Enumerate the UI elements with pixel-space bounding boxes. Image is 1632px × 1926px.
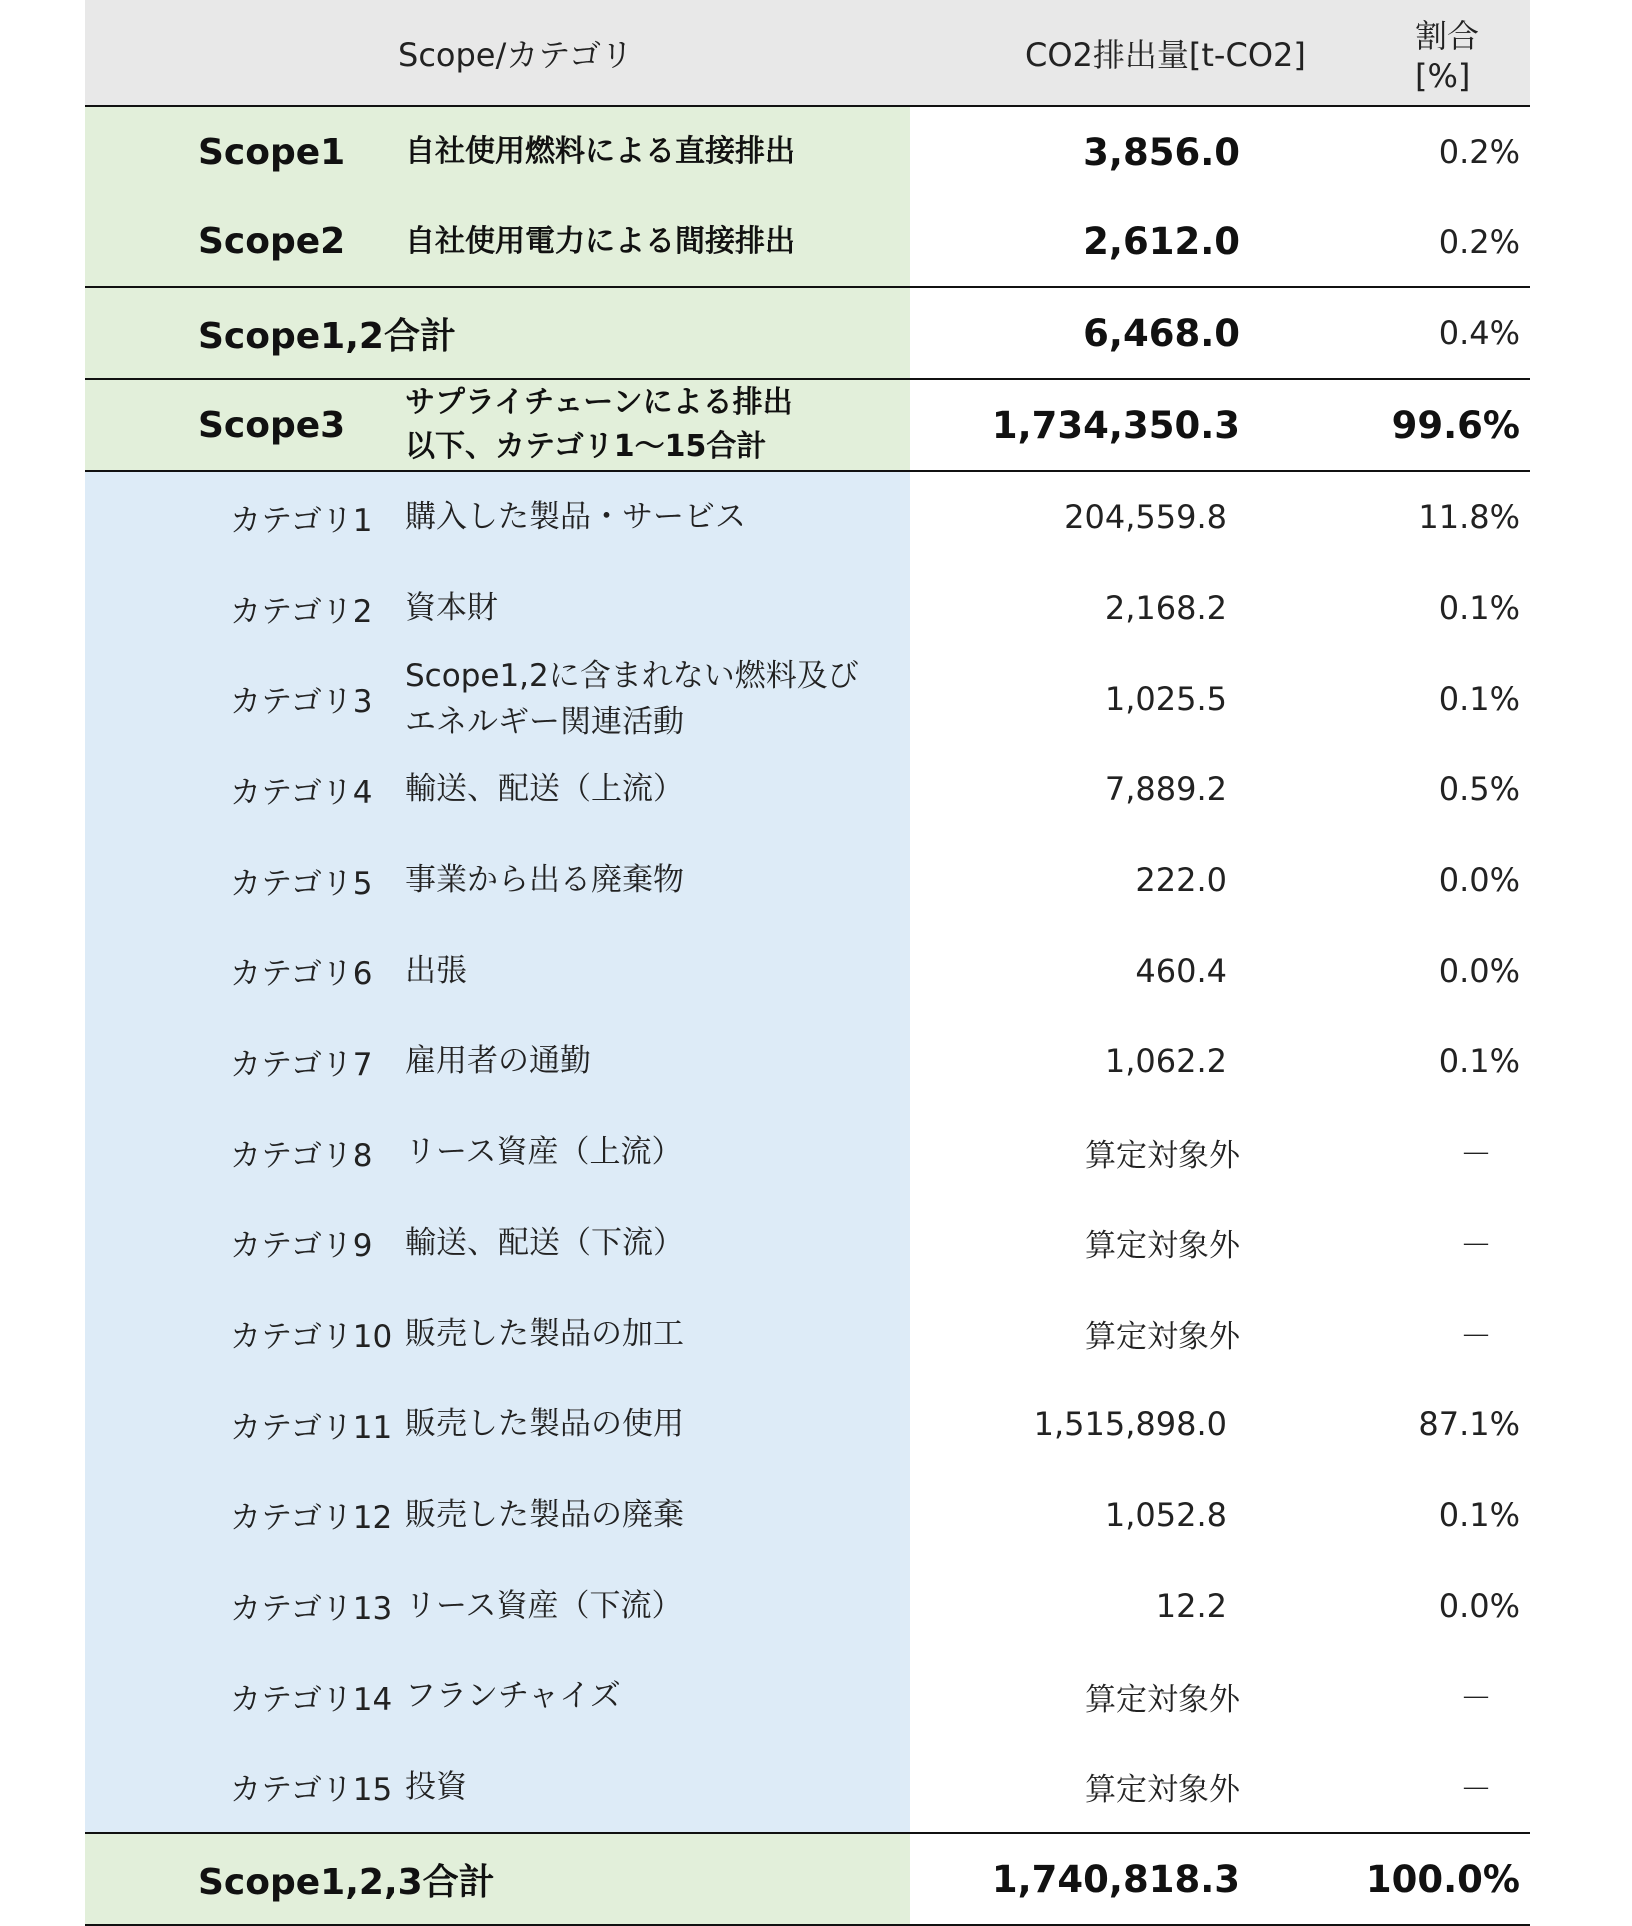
category-desc: 販売した製品の加工 xyxy=(405,1315,684,1352)
scope1-pct: 0.2% xyxy=(1438,133,1520,171)
category-co2: 算定対象外 xyxy=(1085,1319,1240,1356)
category-value-cell xyxy=(910,744,1530,835)
table-row-category xyxy=(85,1198,1530,1289)
category-desc: 販売した製品の使用 xyxy=(405,1406,684,1443)
category-code: カテゴリ9 xyxy=(230,1228,373,1265)
category-label-cell xyxy=(85,1470,910,1561)
table-row-category xyxy=(85,1288,1530,1379)
category-desc: 輸送、配送（下流） xyxy=(405,1224,684,1261)
category-code: カテゴリ5 xyxy=(230,865,373,902)
header-scope-category: Scope/カテゴリ xyxy=(398,35,633,74)
category-co2: 1,515,898.0 xyxy=(1033,1405,1227,1444)
category-label-cell xyxy=(85,925,910,1016)
scope3-label-cell xyxy=(85,380,910,470)
total-label: Scope1,2,3合計 xyxy=(198,1861,495,1903)
table-row-category xyxy=(85,1016,1530,1107)
table-row-category xyxy=(85,563,1530,654)
scope3-desc xyxy=(405,381,793,469)
category-pct: － xyxy=(1460,1679,1493,1718)
category-desc: 購入した製品・サービス xyxy=(405,499,746,536)
table-row-category xyxy=(85,1379,1530,1470)
table-row-grand-total xyxy=(85,1832,1530,1926)
category-code: カテゴリ2 xyxy=(230,593,373,630)
category-desc: 出張 xyxy=(405,952,467,989)
category-label-cell xyxy=(85,1379,910,1470)
category-desc-line2: エネルギー関連活動 xyxy=(405,703,684,740)
category-co2: 1,062.2 xyxy=(1104,1042,1227,1081)
category-code: カテゴリ13 xyxy=(230,1591,393,1628)
table-row-category xyxy=(85,1107,1530,1198)
table-row-category xyxy=(85,1470,1530,1561)
category-desc: リース資産（上流） xyxy=(405,1134,683,1171)
category-desc xyxy=(405,653,859,745)
table-row-category xyxy=(85,1742,1530,1833)
category-desc: 雇用者の通勤 xyxy=(405,1043,591,1080)
category-label-cell xyxy=(85,1560,910,1651)
total-label-cell xyxy=(85,1834,910,1924)
category-co2: 222.0 xyxy=(1135,861,1227,900)
category-pct: 0.0% xyxy=(1438,861,1520,900)
category-pct: 87.1% xyxy=(1418,1405,1520,1444)
category-label-cell xyxy=(85,563,910,654)
table-row-scope12-total xyxy=(85,286,1530,378)
emissions-table xyxy=(85,0,1530,1926)
scope3-desc-line2: 以下、カテゴリ1～15合計 xyxy=(405,429,767,464)
table-row-category xyxy=(85,835,1530,926)
category-co2: 算定対象外 xyxy=(1085,1137,1240,1174)
scope12-value-cell xyxy=(910,288,1530,378)
table-row-scope1 xyxy=(85,107,1530,197)
total-pct: 100.0% xyxy=(1365,1857,1520,1901)
table-row-category xyxy=(85,1651,1530,1742)
category-code: カテゴリ6 xyxy=(230,956,373,993)
category-code: カテゴリ10 xyxy=(230,1319,393,1356)
category-value-cell xyxy=(910,1560,1530,1651)
scope1-desc: 自社使用燃料による直接排出 xyxy=(405,134,795,169)
category-value-cell xyxy=(910,1379,1530,1470)
table-row-category xyxy=(85,653,1530,744)
category-value-cell xyxy=(910,653,1530,744)
category-label-cell xyxy=(85,744,910,835)
category-pct: 0.0% xyxy=(1438,951,1520,990)
category-code: カテゴリ15 xyxy=(230,1772,393,1809)
total-value-cell xyxy=(910,1834,1530,1924)
category-pct: 0.1% xyxy=(1438,589,1520,628)
scope12-pct: 0.4% xyxy=(1438,314,1520,352)
table-row-category xyxy=(85,925,1530,1016)
total-co2: 1,740,818.3 xyxy=(991,1857,1240,1901)
table-row-category xyxy=(85,744,1530,835)
category-label-cell xyxy=(85,835,910,926)
scope2-value-cell xyxy=(910,197,1530,286)
category-co2: 204,559.8 xyxy=(1064,498,1227,537)
category-value-cell xyxy=(910,1288,1530,1379)
scope3-pct: 99.6% xyxy=(1391,403,1520,447)
scope1-label-cell xyxy=(85,107,910,197)
category-co2: 12.2 xyxy=(1155,1586,1227,1625)
category-code: カテゴリ3 xyxy=(230,684,373,721)
category-pct: 0.1% xyxy=(1438,1495,1520,1534)
scope1-code: Scope1 xyxy=(198,131,346,173)
category-code: カテゴリ7 xyxy=(230,1046,373,1083)
category-label-cell xyxy=(85,1198,910,1289)
scope12-co2: 6,468.0 xyxy=(1083,311,1240,355)
category-desc: 投資 xyxy=(405,1768,467,1805)
category-label-cell xyxy=(85,653,910,744)
scope12-label: Scope1,2合計 xyxy=(198,315,456,357)
scope2-co2: 2,612.0 xyxy=(1083,220,1240,263)
category-value-cell xyxy=(910,1470,1530,1561)
category-value-cell xyxy=(910,472,1530,563)
category-code: カテゴリ14 xyxy=(230,1681,393,1718)
category-label-cell xyxy=(85,1651,910,1742)
category-desc-line1: Scope1,2に含まれない燃料及び xyxy=(405,657,859,694)
scope1-value-cell xyxy=(910,107,1530,197)
category-code: カテゴリ1 xyxy=(230,502,373,539)
category-desc: 輸送、配送（上流） xyxy=(405,771,684,808)
category-value-cell xyxy=(910,1651,1530,1742)
category-co2: 1,025.5 xyxy=(1104,679,1227,718)
category-co2: 2,168.2 xyxy=(1104,589,1227,628)
category-pct: － xyxy=(1460,1225,1493,1264)
category-value-cell xyxy=(910,925,1530,1016)
category-code: カテゴリ4 xyxy=(230,774,373,811)
category-pct: － xyxy=(1460,1316,1493,1355)
category-pct: 0.0% xyxy=(1438,1586,1520,1625)
category-pct: 0.1% xyxy=(1438,1042,1520,1081)
category-code: カテゴリ12 xyxy=(230,1500,393,1537)
category-pct: 0.1% xyxy=(1438,679,1520,718)
category-pct: 11.8% xyxy=(1418,498,1520,537)
header-right-cell xyxy=(910,0,1530,105)
category-desc: リース資産（下流） xyxy=(405,1587,683,1624)
table-row-category xyxy=(85,472,1530,563)
scope12-label-cell xyxy=(85,288,910,378)
category-label-cell xyxy=(85,472,910,563)
table-row-scope2 xyxy=(85,197,1530,286)
category-value-cell xyxy=(910,563,1530,654)
category-value-cell xyxy=(910,1742,1530,1833)
category-co2: 460.4 xyxy=(1135,951,1227,990)
header-co2: CO2排出量[t-CO2] xyxy=(1025,35,1306,74)
category-desc: 資本財 xyxy=(405,590,498,627)
header-ratio: 割合[%] xyxy=(1415,16,1480,95)
table-row-category xyxy=(85,1560,1530,1651)
scope2-pct: 0.2% xyxy=(1438,222,1520,261)
category-co2: 算定対象外 xyxy=(1085,1772,1240,1809)
category-value-cell xyxy=(910,1016,1530,1107)
scope3-co2: 1,734,350.3 xyxy=(991,403,1240,447)
table-header xyxy=(85,0,1530,107)
scope2-desc: 自社使用電力による間接排出 xyxy=(405,223,795,259)
category-label-cell xyxy=(85,1742,910,1833)
scope3-desc-line1: サプライチェーンによる排出 xyxy=(405,385,793,420)
category-co2: 7,889.2 xyxy=(1104,770,1227,809)
scope3-code: Scope3 xyxy=(198,404,346,446)
category-pct: － xyxy=(1460,1135,1493,1174)
category-co2: 算定対象外 xyxy=(1085,1228,1240,1265)
scope2-label-cell xyxy=(85,197,910,286)
category-value-cell xyxy=(910,835,1530,926)
category-label-cell xyxy=(85,1107,910,1198)
category-value-cell xyxy=(910,1107,1530,1198)
scope1-co2: 3,856.0 xyxy=(1083,130,1240,174)
category-co2: 算定対象外 xyxy=(1085,1681,1240,1718)
category-label-cell xyxy=(85,1288,910,1379)
category-code: カテゴリ11 xyxy=(230,1409,393,1446)
category-code: カテゴリ8 xyxy=(230,1137,373,1174)
category-value-cell xyxy=(910,1198,1530,1289)
category-pct: － xyxy=(1460,1769,1493,1808)
scope2-code: Scope2 xyxy=(198,221,346,262)
category-co2: 1,052.8 xyxy=(1104,1495,1227,1534)
category-desc: フランチャイズ xyxy=(405,1678,621,1715)
category-desc: 事業から出る廃棄物 xyxy=(405,862,684,899)
category-desc: 販売した製品の廃棄 xyxy=(405,1496,684,1533)
scope3-value-cell xyxy=(910,380,1530,470)
table-row-scope3 xyxy=(85,378,1530,472)
category-label-cell xyxy=(85,1016,910,1107)
category-pct: 0.5% xyxy=(1438,770,1520,809)
header-left-cell xyxy=(85,0,910,105)
